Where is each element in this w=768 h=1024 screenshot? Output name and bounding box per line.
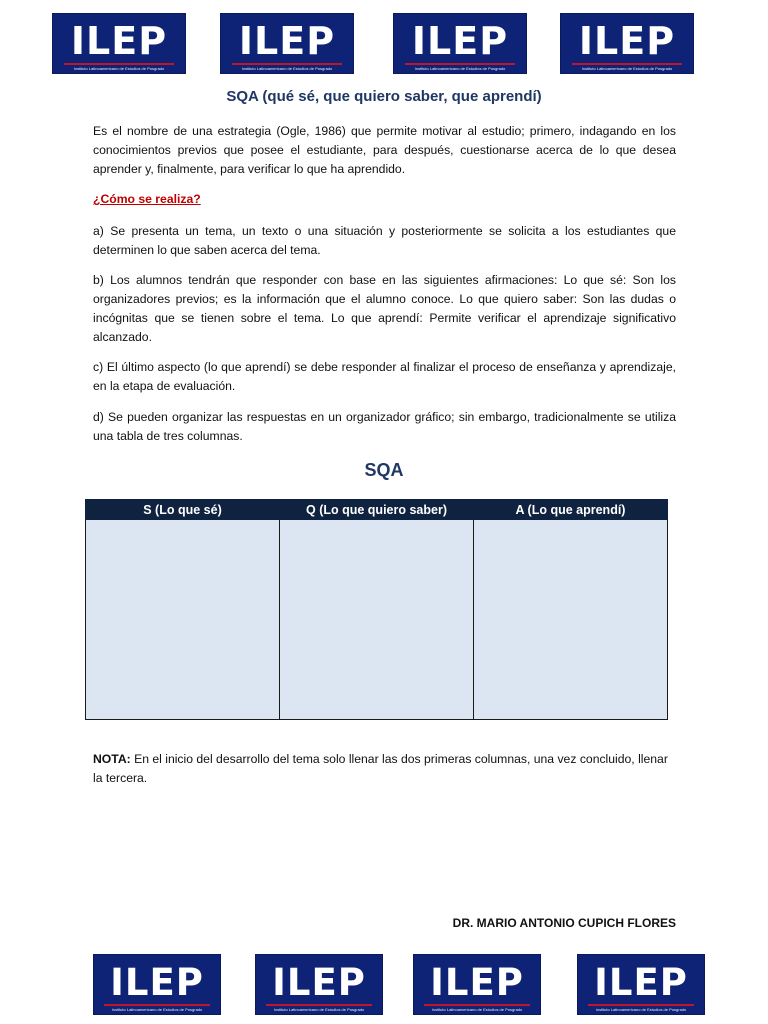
logo-word: ILEP — [238, 19, 336, 63]
sqa-heading: SQA — [364, 460, 404, 480]
logo-rule — [424, 1004, 530, 1006]
logo-tagline: Instituto Latinoamericano de Estudios de Posgrado — [73, 66, 165, 71]
step-b: b) Los alumnos tendrán que responder con base en las siguientes afirmaciones: Lo que sé: Son los organizadores previos; es la información que el alumno conoce. Lo que quiero saber: Son las dudas o incógnitas que se tienen sobre el tema. Lo que aprendí: Permite verificar el aprendizaje significativo alcanzado. — [93, 273, 676, 344]
logo-rule — [405, 63, 515, 65]
ilep-logo — [413, 954, 541, 1015]
ilep-logo — [52, 13, 186, 74]
logo-tagline: Instituto Latinoamericano de Estudios de Posgrado — [431, 1007, 523, 1012]
logo-rule — [104, 1004, 210, 1006]
logo-word: ILEP — [411, 19, 509, 63]
logo-tagline: Instituto Latinoamericano de Estudios de Posgrado — [273, 1007, 365, 1012]
step-a: a) Se presenta un tema, un texto o una situación y posteriormente se solicita a los estudiantes que determinen lo que saben acerca del tema. — [93, 224, 676, 257]
how-heading: ¿Cómo se realiza? — [93, 192, 201, 206]
author-name: DR. MARIO ANTONIO CUPICH FLORES — [452, 916, 676, 930]
ilep-logo — [560, 13, 694, 74]
ilep-logo — [255, 954, 383, 1015]
logo-tagline: Instituto Latinoamericano de Estudios de Posgrado — [111, 1007, 203, 1012]
logo-word: ILEP — [578, 19, 676, 63]
column-header-a: A (Lo que aprendí) — [474, 500, 668, 520]
ilep-logo — [393, 13, 527, 74]
note-label: NOTA: — [93, 752, 131, 766]
logo-rule — [588, 1004, 694, 1006]
logo-rule — [572, 63, 682, 65]
column-header-s: S (Lo que sé) — [86, 500, 280, 520]
ilep-logo — [93, 954, 221, 1015]
note-text: En el inicio del desarrollo del tema solo llenar las dos primeras columnas, una vez concluido, llenar la tercera. — [93, 752, 668, 785]
step-c: c) El último aspecto (lo que aprendí) se debe responder al finalizar el proceso de enseñanza y aprendizaje, en la etapa de evaluación. — [93, 360, 676, 393]
logo-word: ILEP — [110, 961, 204, 1004]
intro-paragraph: Es el nombre de una estrategia (Ogle, 1986) que permite motivar al estudio; primero, indagando en los conocimientos previos que posee el estudiante, para después, cuestionarse acerca de lo que desea aprender y, finalmente, para verificar lo que ha aprendido. — [93, 124, 676, 176]
sqa-table — [85, 499, 668, 720]
cell-q — [280, 520, 474, 720]
logo-rule — [232, 63, 342, 65]
ilep-logo — [220, 13, 354, 74]
logo-word: ILEP — [70, 19, 168, 63]
cell-a — [474, 520, 668, 720]
note — [93, 750, 676, 788]
logo-tagline: Instituto Latinoamericano de Estudios de Posgrado — [414, 66, 506, 71]
logo-word: ILEP — [594, 961, 688, 1004]
ilep-logo — [577, 954, 705, 1015]
page-title: SQA (qué sé, que quiero saber, que aprendí) — [226, 88, 542, 105]
logo-tagline: Instituto Latinoamericano de Estudios de Posgrado — [581, 66, 673, 71]
logo-tagline: Instituto Latinoamericano de Estudios de Posgrado — [241, 66, 333, 71]
logo-rule — [266, 1004, 372, 1006]
cell-s — [86, 520, 280, 720]
logo-tagline: Instituto Latinoamericano de Estudios de Posgrado — [595, 1007, 687, 1012]
logo-word: ILEP — [430, 961, 524, 1004]
column-header-q: Q (Lo que quiero saber) — [280, 500, 474, 520]
step-d: d) Se pueden organizar las respuestas en un organizador gráfico; sin embargo, tradicionalmente se utiliza una tabla de tres columnas. — [93, 410, 676, 443]
logo-word: ILEP — [272, 961, 366, 1004]
logo-rule — [64, 63, 174, 65]
